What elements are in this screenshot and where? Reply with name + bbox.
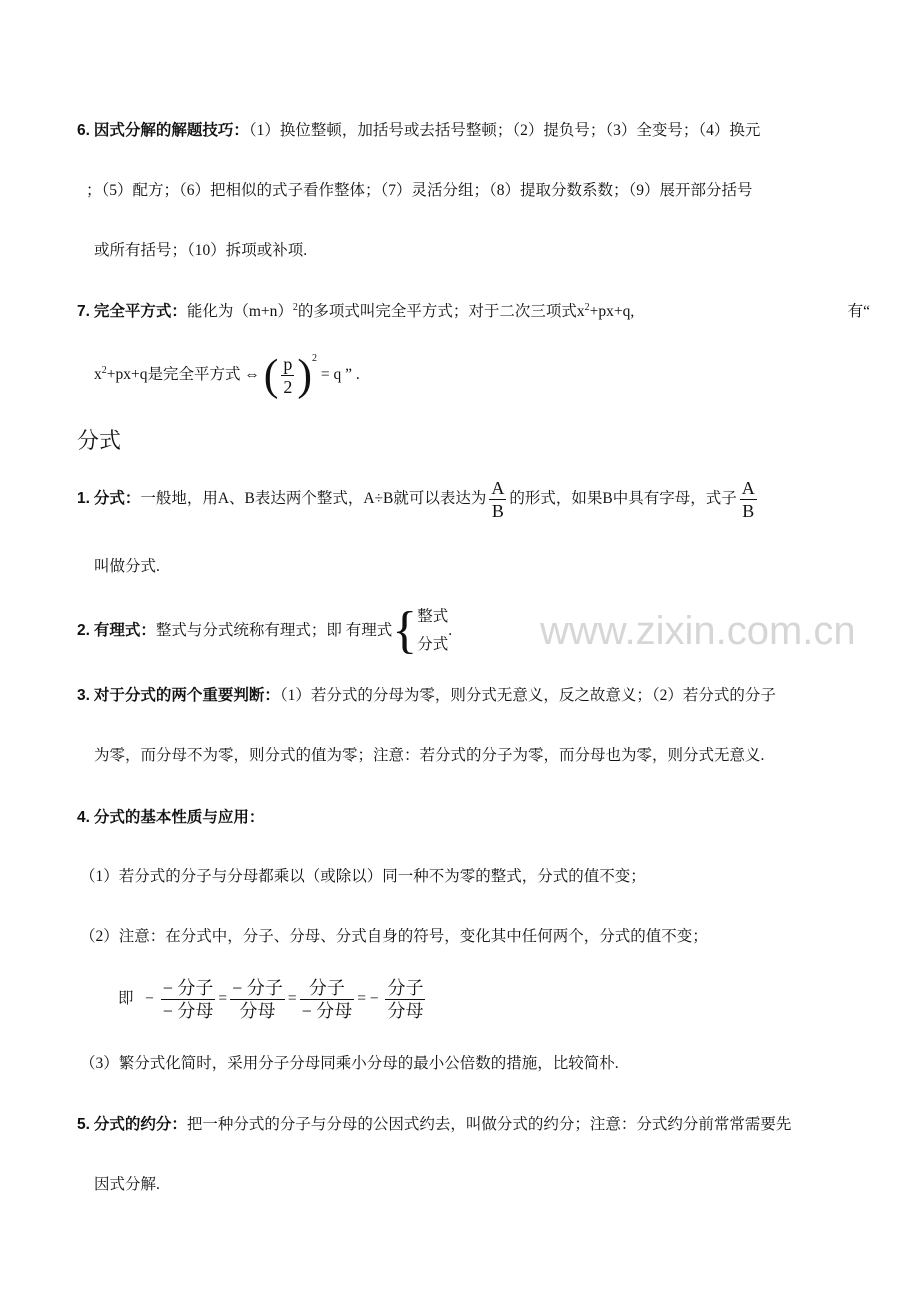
options — [417, 603, 448, 659]
fraction — [161, 977, 216, 1022]
denominator: B — [742, 500, 755, 521]
item-number: 1. — [77, 490, 90, 507]
fraction — [281, 353, 294, 398]
numerator: 分子 — [387, 977, 424, 998]
option: 分式 — [417, 636, 449, 654]
item-label: 对于分式的两个重要判断： — [93, 687, 280, 704]
f1-line1 — [77, 476, 760, 522]
fraction — [230, 977, 285, 1022]
numerator: p — [283, 353, 293, 374]
option: 整式 — [417, 608, 449, 626]
s7-line1-row — [77, 301, 870, 323]
s6-line3: 或所有括号；（10）拆项或补项. — [94, 242, 308, 259]
item-label: 因式分解的解题技巧： — [93, 122, 249, 139]
f3-line2: 为零，而分母不为零，则分式的值为零；注意：若分式的分子为零，而分母也为零，则分式无意义. — [94, 747, 765, 764]
left-brace: { — [392, 602, 418, 660]
item-number: 6. — [77, 122, 90, 139]
numerator: A — [491, 477, 505, 498]
text: 能化为（m+n） — [186, 303, 293, 320]
fraction — [385, 977, 425, 1022]
item-label: 完全平方式： — [93, 303, 187, 320]
f2-line — [77, 602, 452, 660]
text: 2 — [584, 301, 590, 313]
text: = q ” . — [320, 366, 360, 383]
denominator: 分母 — [387, 1000, 424, 1021]
f4-p3: （3）繁分式化简时，采用分子分母同乘小分母的最小公倍数的措施，比较简朴. — [80, 1055, 619, 1072]
f4-line — [77, 807, 264, 829]
item-number: 5. — [77, 1116, 90, 1133]
section-heading: 分式 — [77, 428, 122, 453]
text: 2 — [292, 301, 298, 313]
text: 整式与分式统称有理式；即 有理式 — [155, 622, 393, 639]
text: 2 — [101, 364, 107, 376]
f4-p2: （2）注意：在分式中，分子、分母、分式自身的符号，变化其中任何两个，分式的值不变； — [80, 928, 708, 945]
text: （1）若分式的分母为零，则分式无意义，反之故意义；（2）若分式的分子 — [279, 687, 776, 704]
denominator: − 分母 — [162, 1000, 214, 1021]
item-number: 4. — [77, 809, 90, 826]
item-label: 分式： — [93, 490, 141, 507]
s7-line1-end: 有“ — [847, 303, 870, 320]
text: 的多项式叫完全平方式；对于二次三项式x — [297, 303, 585, 320]
numerator: − 分子 — [162, 977, 214, 998]
f1-line2: 叫做分式. — [94, 558, 160, 575]
s7-line1 — [77, 301, 634, 323]
s7-line2 — [94, 350, 360, 400]
denominator: 2 — [283, 376, 293, 397]
text: 把一种分式的分子与分母的公因式约去，叫做分式的约分；注意：分式约分前常常需要先 — [186, 1116, 792, 1133]
numerator: 分子 — [300, 977, 355, 1000]
text: x — [94, 366, 102, 383]
item-label: 分式的约分： — [93, 1116, 187, 1133]
watermark: www.zixin.com.cn — [540, 609, 856, 653]
f4-equation: 即 − $\frac{\text{− 分子}}{\text{− 分母}}$ = $\frac{\text{− 分子}}{\text{分母}}$ = $\frac{\text{分子}}{\text{− 分母}}$ = − $\frac{\text{分子}}{\text{分母}}$ — [118, 977, 424, 1021]
denominator: − 分母 — [301, 1000, 353, 1021]
denominator: B — [491, 500, 504, 521]
text: . — [448, 622, 453, 639]
text: +px+q, — [589, 303, 635, 320]
numerator: − 分子 — [232, 977, 283, 998]
item-label: 分式的基本性质与应用： — [93, 809, 265, 826]
text: 一般地，用A、B表达两个整式，A÷B就可以表达为 — [140, 490, 487, 507]
denominator: 分母 — [239, 1000, 276, 1021]
fraction — [489, 477, 506, 522]
text: 的形式，如果B中具有字母，式子 — [509, 490, 737, 507]
fraction — [740, 477, 757, 522]
f5-line1 — [77, 1114, 791, 1136]
right-paren: ) — [297, 350, 313, 400]
item-number: 7. — [77, 303, 90, 320]
item-label: 有理式： — [93, 622, 156, 639]
s6-line1 — [77, 120, 760, 142]
f4-p1: （1）若分式的分子与分母都乘以（或除以）同一种不为零的整式，分式的值不变； — [80, 868, 646, 885]
s6-line2: ；（5）配方；（6）把相似的式子看作整体；（7）灵活分组；（8）提取分数系数；（9）展开部分括号 — [86, 182, 753, 199]
f5-line2: 因式分解. — [94, 1176, 160, 1193]
item-number: 2. — [77, 622, 90, 639]
item-number: 3. — [77, 687, 90, 704]
text: （1）换位整顿，加括号或去括号整顿；（2）提负号；（3）全变号；（4）换元 — [248, 122, 761, 139]
text: 即 — [118, 990, 134, 1007]
exponent: 2 — [312, 353, 318, 364]
left-paren: ( — [263, 350, 279, 400]
numerator: A — [741, 477, 755, 498]
f3-line1 — [77, 685, 776, 707]
text: +px+q是完全平方式 ⇔ — [106, 366, 260, 383]
fraction — [300, 977, 355, 1022]
